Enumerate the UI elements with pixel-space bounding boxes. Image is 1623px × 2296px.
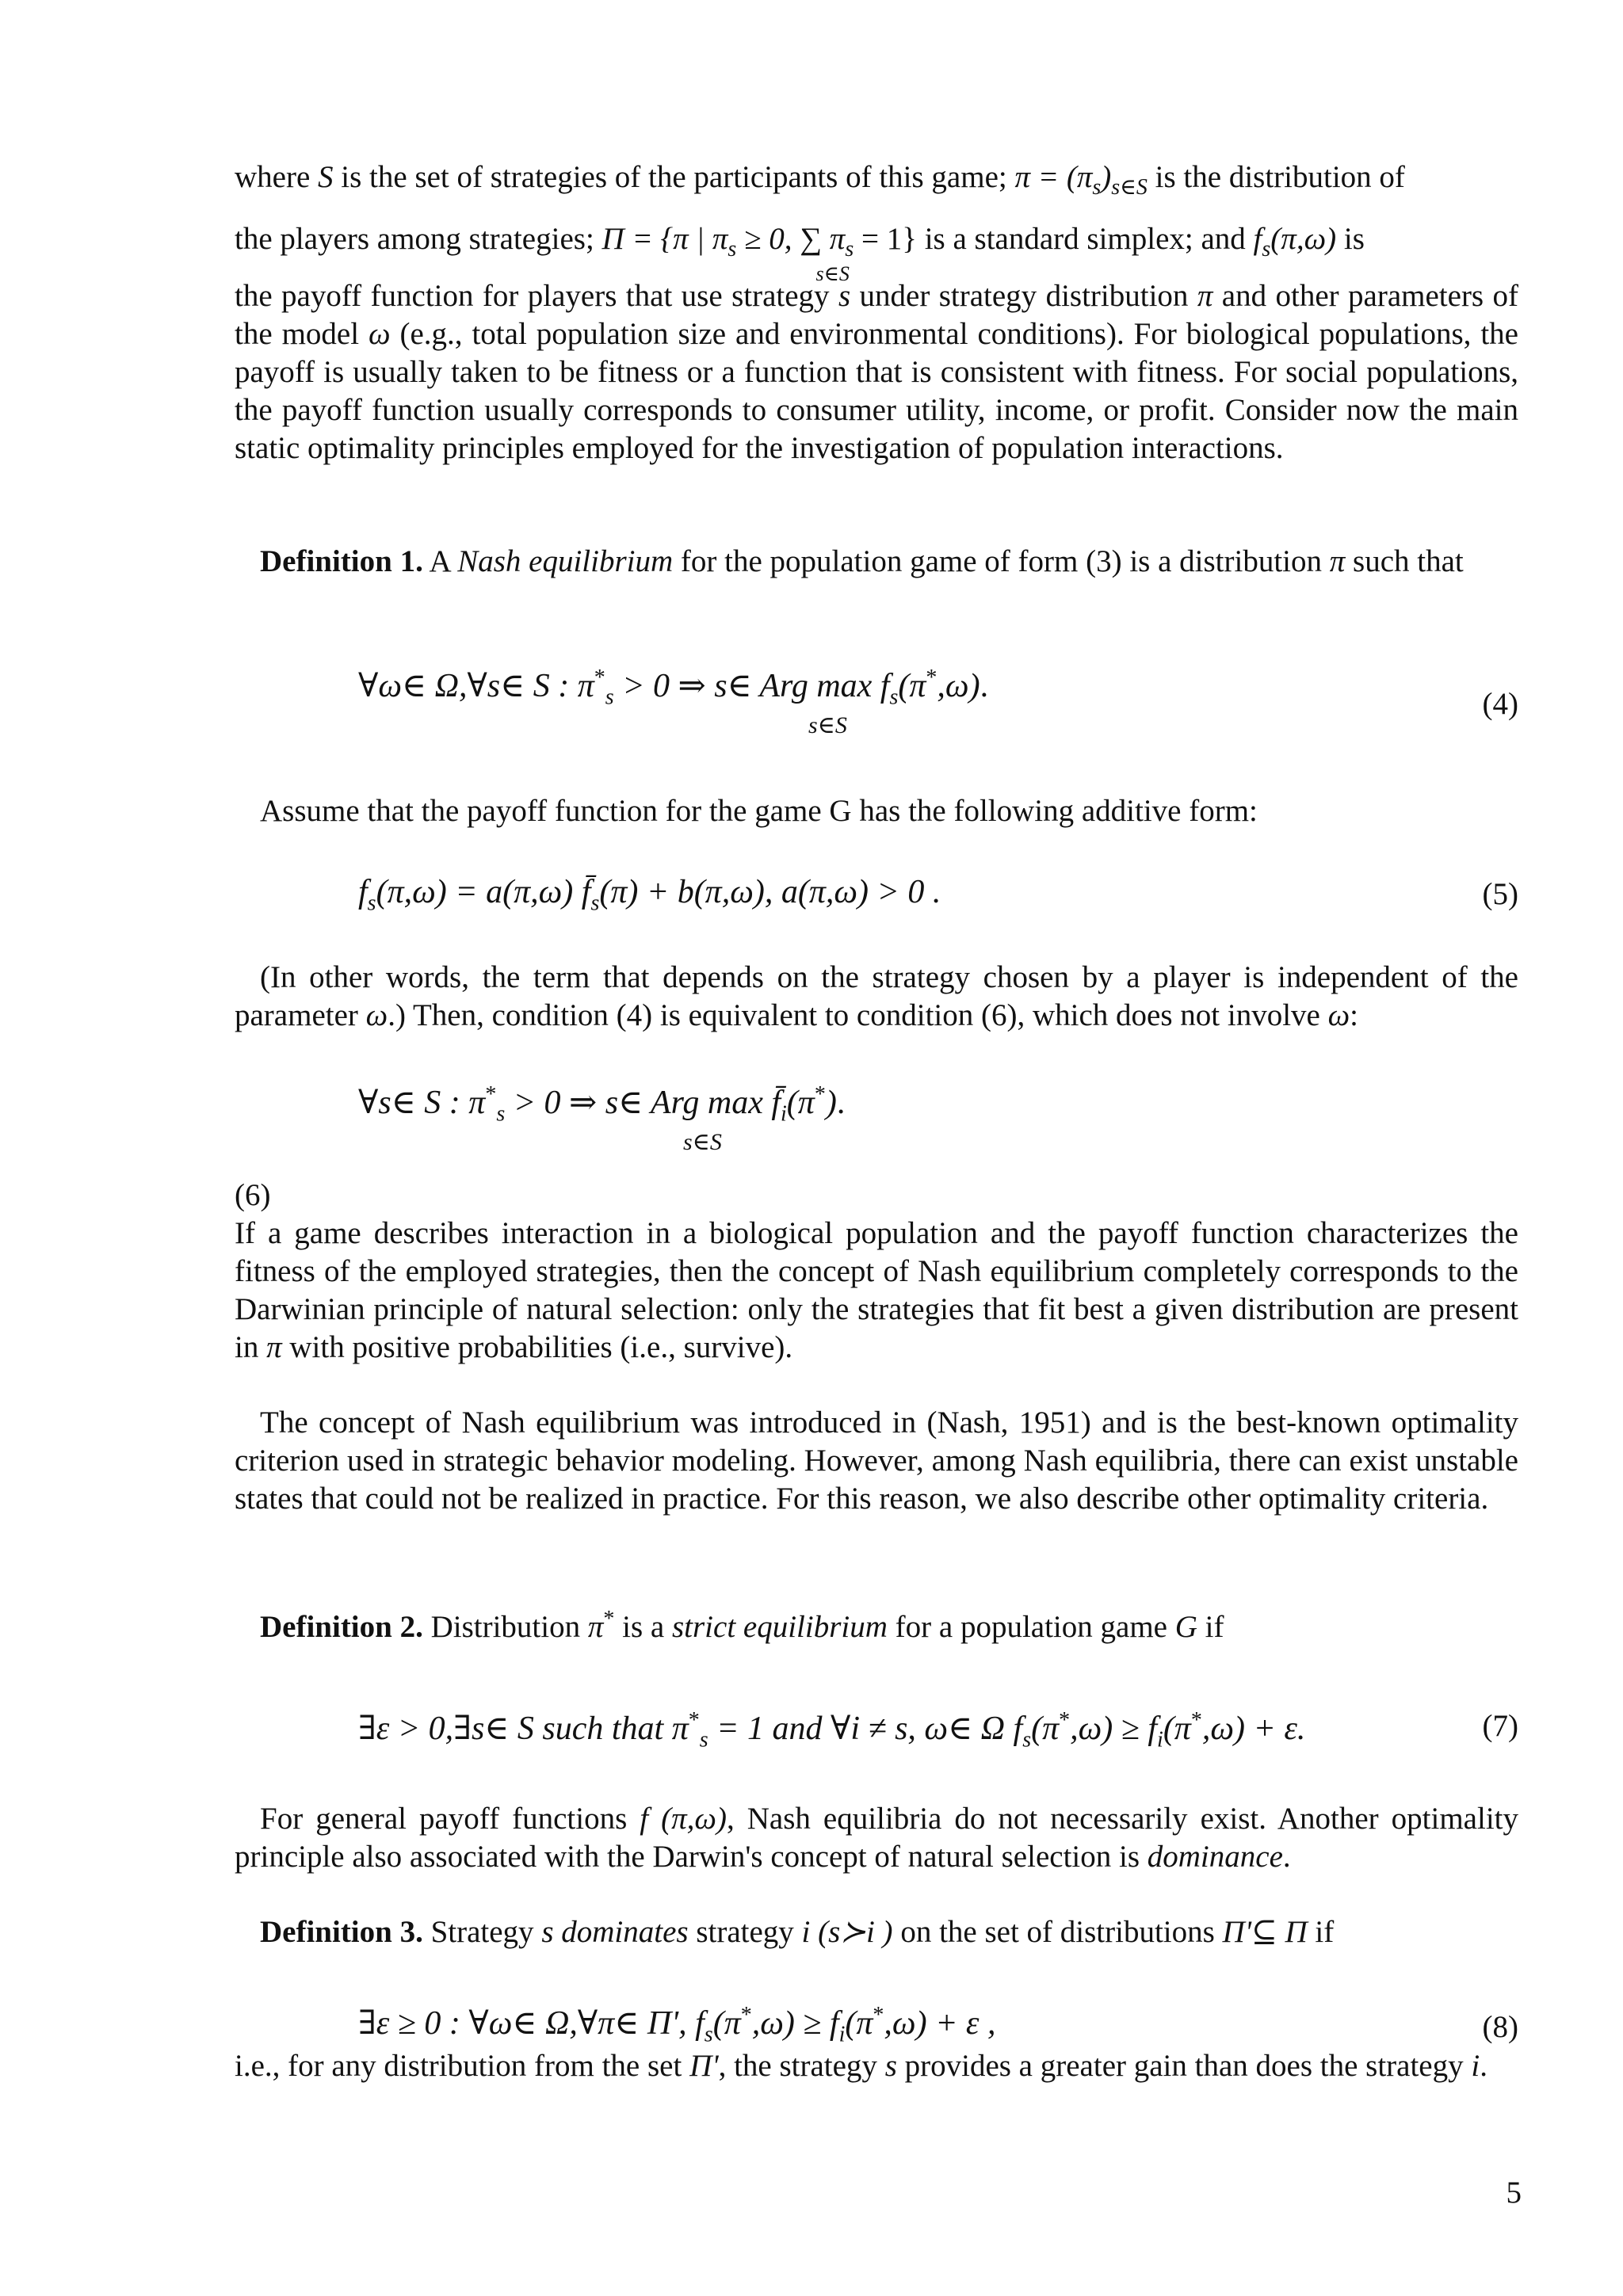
- paragraph-assume: Assume that the payoff function for the game G has the following additive form:: [260, 794, 1258, 828]
- equation-6-number: (6): [235, 1178, 271, 1212]
- equation-7-number: (7): [1482, 1709, 1518, 1743]
- equation-5: $f_s(\pi,\omega) = a(\pi,\omega)$ $f̄_s(\pi) + b(\pi,\omega)$, a(π,ω) > 0 .: [358, 874, 941, 916]
- definition-3: Definition 3. Strategy s dominates strategy i (s≻i ) on the set of distributions Π'⊆ Π if: [260, 1915, 1335, 1949]
- equation-4: ∀ω∈ Ω,∀s∈ S : $\pi^*_s > 0$ ⇒ s∈ Arg $\max f_s(\pi^*,\omega)$.: [358, 666, 989, 710]
- equation-7: ∃ε > 0,∃s∈ S such that $\pi^*_s = 1$ and ∀i ≠ s, ω∈ Ω $f_s(\pi^*,\omega) \ge f_i(\pi^*,\omega) + \varepsilon$.: [358, 1708, 1306, 1753]
- paragraph-nash-history: The concept of Nash equilibrium was introduced in (Nash, 1951) and is the best-known optimality criterion used in strategic behavior modeling. However, among Nash equilibria, there can exist unstable states that could not be realized in practice. For this reason, we also describe other optimality criteria.: [235, 1405, 1518, 1516]
- equation-6: ∀s∈ S : $\pi^*_s > 0$ ⇒ s∈ Arg $\max f̄_i(\pi^*)$.: [358, 1082, 846, 1127]
- simplex-formula: Π = {π | $\pi_s \ge 0$, ∑ $\pi_s = 1$} s∈S: [601, 222, 917, 285]
- equation-6-subscript: s∈S: [683, 1129, 722, 1155]
- equation-8: ∃ε ≥ 0 : ∀ω∈ Ω,∀π∈ Π', $f_s(\pi^*,\omega) \ge f_i(\pi^*,\omega) + \varepsilon$ ,: [358, 2003, 996, 2047]
- definition-2: Definition 2. Distribution π* is a strict equilibrium for a population game G if: [260, 1607, 1224, 1644]
- paragraph-payoff-description: the payoff function for players that use strategy s under strategy distribution π and other parameters of the model ω (e.g., total population size and environmental conditions). For biological populations, the payoff is usually taken to be fitness or a function that is consistent with fitness. For social populations, the payoff function usually corresponds to consumer utility, income, or profit. Consider now the main static optimality principles employed for the investigation of population interactions.: [235, 279, 1518, 465]
- equation-8-number: (8): [1482, 2010, 1518, 2044]
- equation-4-number: (4): [1482, 687, 1518, 721]
- paragraph-gain: i.e., for any distribution from the set Π', the strategy s provides a greater gain than does the strategy i.: [235, 2049, 1487, 2083]
- paragraph-darwinian: If a game describes interaction in a biological population and the payoff function characterizes the fitness of the employed strategies, then the concept of Nash equilibrium completely corresponds to the Darwinian principle of natural selection: only the strategies that fit best a given distribution are present in π with positive probabilities (i.e., survive).: [235, 1216, 1518, 1364]
- paragraph-equivalence: (In other words, the term that depends on the strategy chosen by a player is independent of the parameter ω.) Then, condition (4) is equivalent to condition (6), which does not involve ω:: [235, 960, 1518, 1032]
- paragraph-payoff-intro: where S is the set of strategies of the participants of this game; $\pi = (\pi_s)_{s\in S}$ is the distribution of: [235, 160, 1405, 200]
- pi-distribution-formula: $\pi = (\pi_s)_{s\in S}$: [1014, 160, 1148, 200]
- equation-5-number: (5): [1482, 877, 1518, 911]
- paragraph-dominance: For general payoff functions f (π,ω), Nash equilibria do not necessarily exist. Another optimality principle also associated with the Darwin's concept of natural selection is dominance.: [235, 1802, 1518, 1874]
- equation-4-subscript: s∈S: [808, 712, 847, 738]
- paragraph-simplex-line: the players among strategies; Π = {π | $\pi_s \ge 0$, ∑ $\pi_s = 1$} s∈S is a standard simplex; and $f_s(\pi,\omega)$ is: [235, 222, 1365, 285]
- definition-1: Definition 1. A Nash equilibrium for the population game of form (3) is a distribution π such that: [260, 544, 1464, 578]
- page-number: 5: [1506, 2176, 1522, 2210]
